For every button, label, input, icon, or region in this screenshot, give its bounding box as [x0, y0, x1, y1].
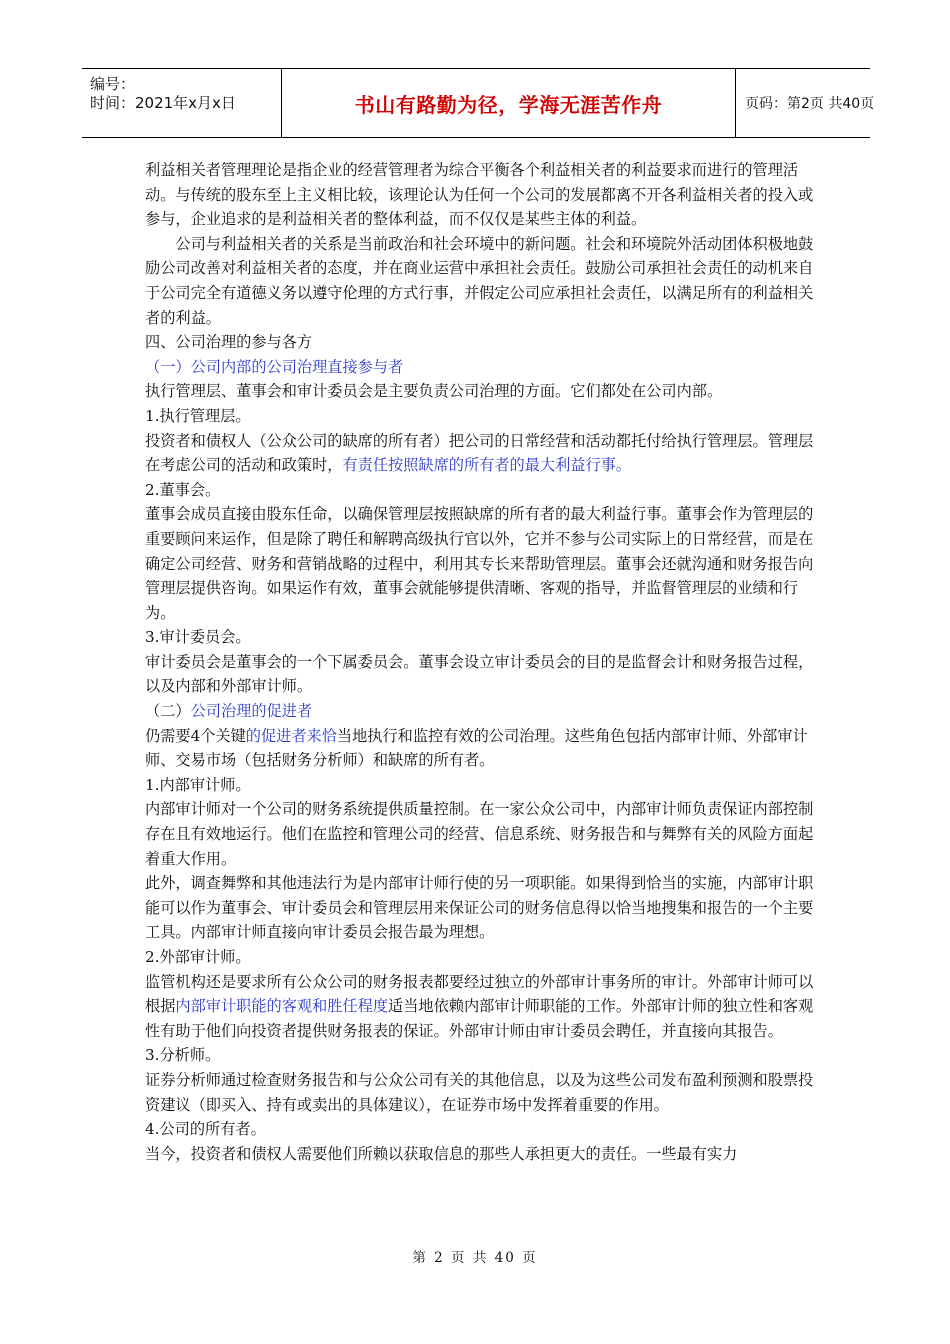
- highlighted-text: 的促进者来恰: [245, 726, 337, 745]
- page-header: [82, 68, 875, 138]
- item-heading: 3.分析师。: [145, 1046, 221, 1065]
- highlighted-text: 有责任按照缺席的所有者的最大利益行事。: [342, 456, 631, 475]
- text-run: （二）: [145, 702, 191, 721]
- page-footer: 第 2 页 共 40 页: [412, 1250, 538, 1266]
- header-page-info: 页码：第2页 共40页: [745, 96, 875, 112]
- paragraph: [145, 429, 815, 478]
- paragraph: 利益相关者管理理论是指企业的经营管理者为综合平衡各个利益相关者的利益要求而进行的管理活动。与传统的股东至上主义相比较，该理论认为任何一个公司的发展都离不开各利益相关者的投入或参与，企业追求的是利益相关者的整体利益，而不仅仅是某些主体的利益。: [145, 161, 814, 229]
- paragraph: 执行管理层、董事会和审计委员会是主要负责公司治理的方面。它们都处在公司内部。: [145, 382, 723, 401]
- paragraph: 公司与利益相关者的关系是当前政治和社会环境中的新问题。社会和环境院外活动团体积极地鼓励公司改善对利益相关者的态度，并在商业运营中承担社会责任。鼓励公司承担社会责任的动机来自于公司完全有道德义务以遵守伦理的方式行事，并假定公司应承担社会责任，以满足所有的利益相关者的利益。: [145, 234, 814, 327]
- highlighted-text: 公司治理的促进者: [190, 702, 313, 721]
- text-run: 投资者和债权人（公众公司的缺席的所有者）把公司的日常经营和活动都托付给执行管理层。管理层在考虑公司的活动和政策时，: [145, 431, 814, 475]
- paragraph: [145, 724, 815, 773]
- text-run: 适当地依赖内部审计师职能的工作。外部审计师的独立性和客观性有助于他们向投资者提供财务报表的保证。外部审计师由审计委员会聘任，并直接向其报告。: [145, 997, 814, 1040]
- item-heading: 1.执行管理层。: [145, 406, 251, 425]
- subsection-heading: [145, 699, 815, 724]
- highlighted-text: 内部审计职能的客观和胜任程度: [175, 997, 388, 1016]
- text-run: 监管机构还是要求所有公众公司的财务报表都要经过独立的外部审计事务所的审计。外部审计师可以根据: [145, 972, 814, 1016]
- paragraph: 证券分析师通过检查财务报告和与公众公司有关的其他信息，以及为这些公司发布盈利预测和股票投资建议（即买入、持有或卖出的具体建议），在证券市场中发挥着重要的作用。: [145, 1070, 814, 1114]
- paragraph: [145, 970, 815, 1044]
- item-heading: 1.内部审计师。: [145, 775, 251, 794]
- paragraph: 内部审计师对一个公司的财务系统提供质量控制。在一家公众公司中，内部审计师负责保证内部控制存在且有效地运行。他们在监控和管理公司的经营、信息系统、财务报告和与舞弊有关的风险方面起着重大作用。: [145, 800, 814, 868]
- paragraph: 董事会成员直接由股东任命，以确保管理层按照缺席的所有者的最大利益行事。董事会作为管理层的重要顾问来运作，但是除了聘任和解聘高级执行官以外，它并不参与公司实际上的日常经营，而是在确定公司经营、财务和营销战略的过程中，利用其专长来帮助管理层。董事会还就沟通和财务报告向管理层提供咨询。如果运作有效，董事会就能够提供清晰、客观的指导，并监督管理层的业绩和行为。: [145, 505, 814, 622]
- item-heading: 2.外部审计师。: [145, 948, 251, 966]
- subsection-heading: （一）公司内部的公司治理直接参与者: [145, 357, 404, 376]
- item-heading: 2.董事会。: [145, 480, 221, 499]
- header-meta: [82, 69, 282, 137]
- text-run: 当地执行和监控有效的公司治理。这些角色包括内部审计师、外部审计师、交易市场（包括财务分析师）和缺席的所有者。: [145, 726, 808, 770]
- item-heading: 3.审计委员会。: [145, 628, 251, 647]
- text-run: 仍需要4个关键: [145, 726, 246, 745]
- document-body: [145, 158, 815, 1166]
- section-heading: 四、公司治理的参与各方: [145, 333, 313, 352]
- paragraph: 审计委员会是董事会的一个下属委员会。董事会设立审计委员会的目的是监督会计和财务报告过程，以及内部和外部审计师。: [145, 652, 814, 696]
- document-time-label: 时间：2021年x月x日: [90, 94, 236, 112]
- paragraph: 当今，投资者和债权人需要他们所赖以获取信息的那些人承担更大的责任。一些最有实力: [145, 1144, 738, 1163]
- document-number-label: 编号：: [90, 75, 136, 93]
- item-heading: 4.公司的所有者。: [145, 1120, 266, 1139]
- paragraph: 此外，调查舞弊和其他违法行为是内部审计师行使的另一项职能。如果得到恰当的实施，内部审计职能可以作为董事会、审计委员会和管理层用来保证公司的财务信息得以恰当地搜集和报告的一个主要工具。内部审计师直接向审计委员会报告最为理想。: [145, 874, 814, 942]
- header-motto: 书山有路勤为径，学海无涯苦作舟: [282, 69, 736, 137]
